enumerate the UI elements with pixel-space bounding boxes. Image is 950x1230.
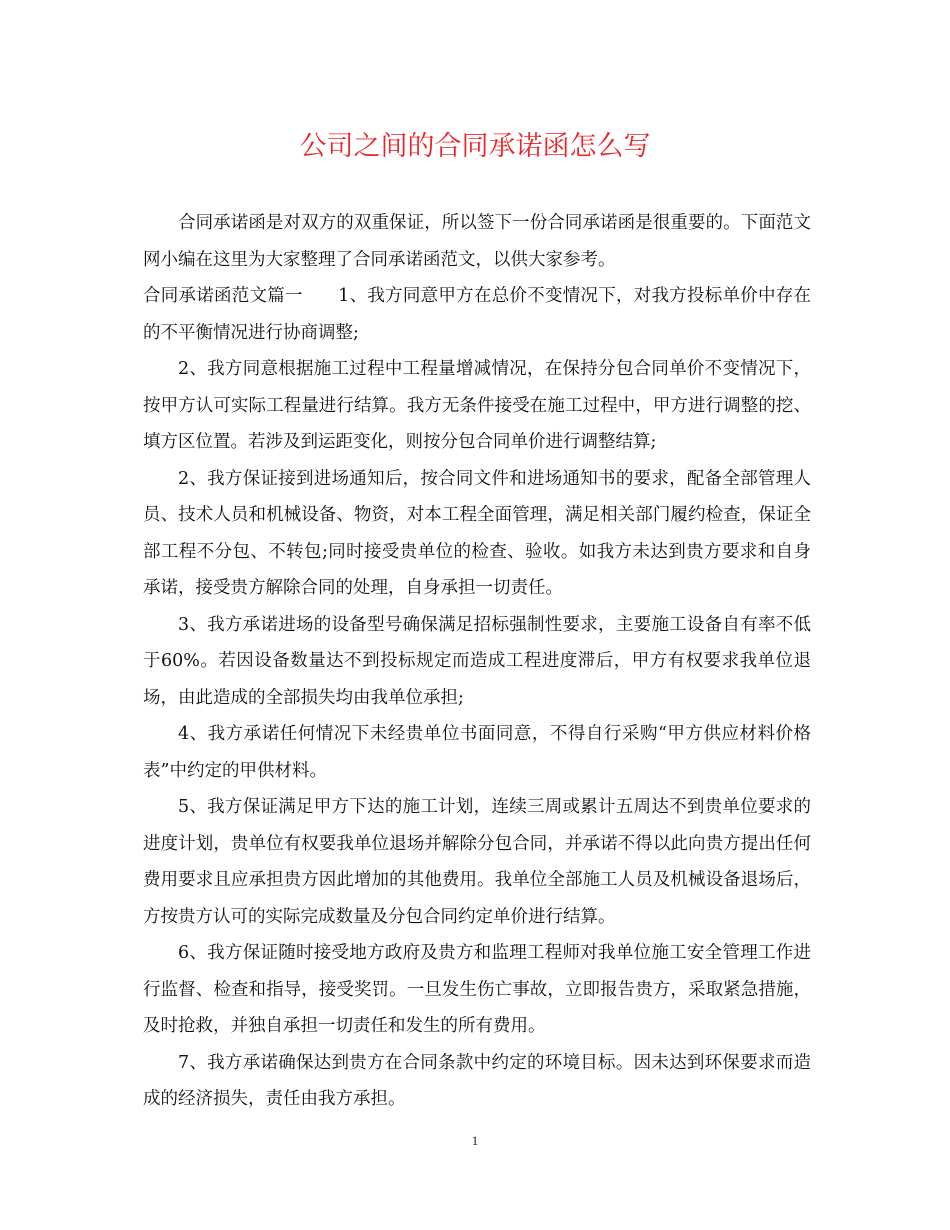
clause-paragraph: 2、我方保证接到进场通知后，按合同文件和进场通知书的要求，配备全部管理人员、技术人员和机械设备、物资，对本工程全面管理，满足相关部门履约检查，保证全部工程不分包、不转包;同时接受贵单位的检查、验收。如我方未达到贵方要求和自身承诺，接受贵方解除合同的处理，自身承担一切责任。 [143,468,811,598]
document-body [143,205,811,1118]
clause-paragraph: 7、我方承诺确保达到贵方在合同条款中约定的环境目标。因未达到环保要求而造成的经济损失，责任由我方承担。 [143,1052,811,1109]
intro-paragraph: 合同承诺函是对双方的双重保证，所以签下一份合同承诺函是很重要的。下面范文网小编在这里为大家整理了合同承诺函范文，以供大家参考。 [143,213,811,270]
section-heading-paragraph: 合同承诺函范文篇一 1、我方同意甲方在总价不变情况下，对我方投标单价中存在的不平衡情况进行协商调整; [143,286,811,343]
clause-paragraph: 3、我方承诺进场的设备型号确保满足招标强制性要求，主要施工设备自有率不低于60%。若因设备数量达不到投标规定而造成工程进度滞后，甲方有权要求我单位退场，由此造成的全部损失均由我单位承担; [143,614,811,708]
clause-paragraph: 5、我方保证满足甲方下达的施工计划，连续三周或累计五周达不到贵单位要求的进度计划，贵单位有权要我单位退场并解除分包合同，并承诺不得以此向贵方提出任何费用要求且应承担贵方因此增加的其他费用。我单位全部施工人员及机械设备退场后，方按贵方认可的实际完成数量及分包合同约定单价进行结算。 [143,797,811,927]
clause-paragraph: 6、我方保证随时接受地方政府及贵方和监理工程师对我单位施工安全管理工作进行监督、检查和指导，接受奖罚。一旦发生伤亡事故，立即报告贵方，采取紧急措施，及时抢救，并独自承担一切责任和发生的所有费用。 [143,943,811,1036]
clause-paragraph: 2、我方同意根据施工过程中工程量增减情况，在保持分包合同单价不变情况下，按甲方认可实际工程量进行结算。我方无条件接受在施工过程中，甲方进行调整的挖、填方区位置。若涉及到运距变化，则按分包合同单价进行调整结算; [143,359,811,452]
clause-paragraph: 4、我方承诺任何情况下未经贵单位书面同意，不得自行采购“甲方供应材料价格表”中约定的甲供材料。 [143,724,811,781]
page-number: 1 [471,1133,479,1148]
document-title: 公司之间的合同承诺函怎么写 [299,131,651,162]
